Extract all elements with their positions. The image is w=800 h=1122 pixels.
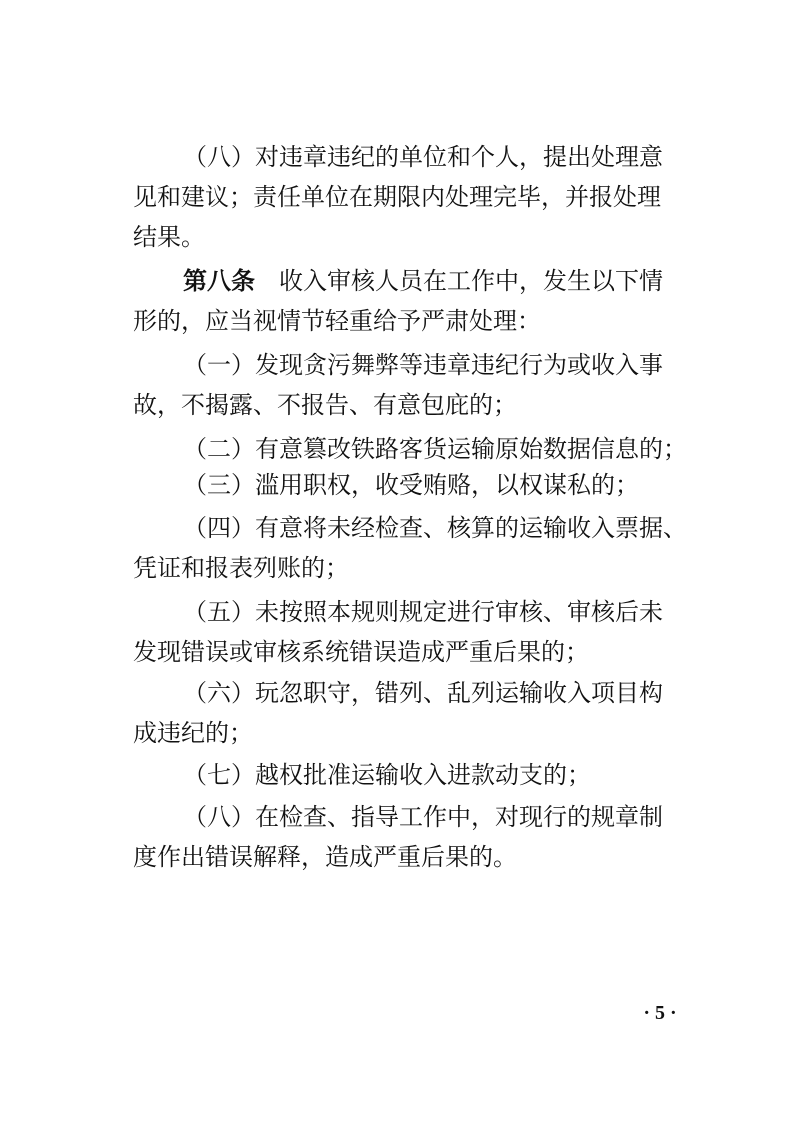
paragraph-line: 结果。 (133, 223, 205, 251)
article-text: 收入审核人员在工作中，发生以下情 (279, 267, 663, 295)
list-item-line: 故，不揭露、不报告、有意包庇的； (133, 391, 517, 419)
list-item-line: （二）有意篡改铁路客货运输原始数据信息的； (183, 435, 687, 463)
list-item-line: （四）有意将未经检查、核算的运输收入票据、 (183, 514, 687, 542)
article-heading: 第八条 (183, 267, 255, 295)
paragraph-line: 见和建议；责任单位在期限内处理完毕，并报处理 (133, 183, 661, 211)
list-item-line: （一）发现贪污舞弊等违章违纪行为或收入事 (183, 351, 663, 379)
paragraph-line: （八）对违章违纪的单位和个人，提出处理意 (183, 143, 663, 171)
article-heading-line (183, 261, 703, 301)
paragraph-line: 形的，应当视情节轻重给予严肃处理： (133, 307, 541, 335)
list-item-line: 度作出错误解释，造成严重后果的。 (133, 843, 517, 871)
list-item-line: （三）滥用职权，收受贿赂，以权谋私的； (183, 471, 639, 499)
list-item-line: 成违纪的； (133, 719, 253, 747)
list-item-line: （八）在检查、指导工作中，对现行的规章制 (183, 803, 663, 831)
list-item-line: 发现错误或审核系统错误造成严重后果的； (133, 638, 589, 666)
list-item-line: （六）玩忽职守，错列、乱列运输收入项目构 (183, 679, 663, 707)
list-item-line: 凭证和报表列账的； (133, 554, 349, 582)
list-item-line: （七）越权批准运输收入进款动支的； (183, 761, 591, 789)
page-number: · 5 · (643, 1002, 677, 1024)
list-item-line: （五）未按照本规则规定进行审核、审核后未 (183, 598, 663, 626)
